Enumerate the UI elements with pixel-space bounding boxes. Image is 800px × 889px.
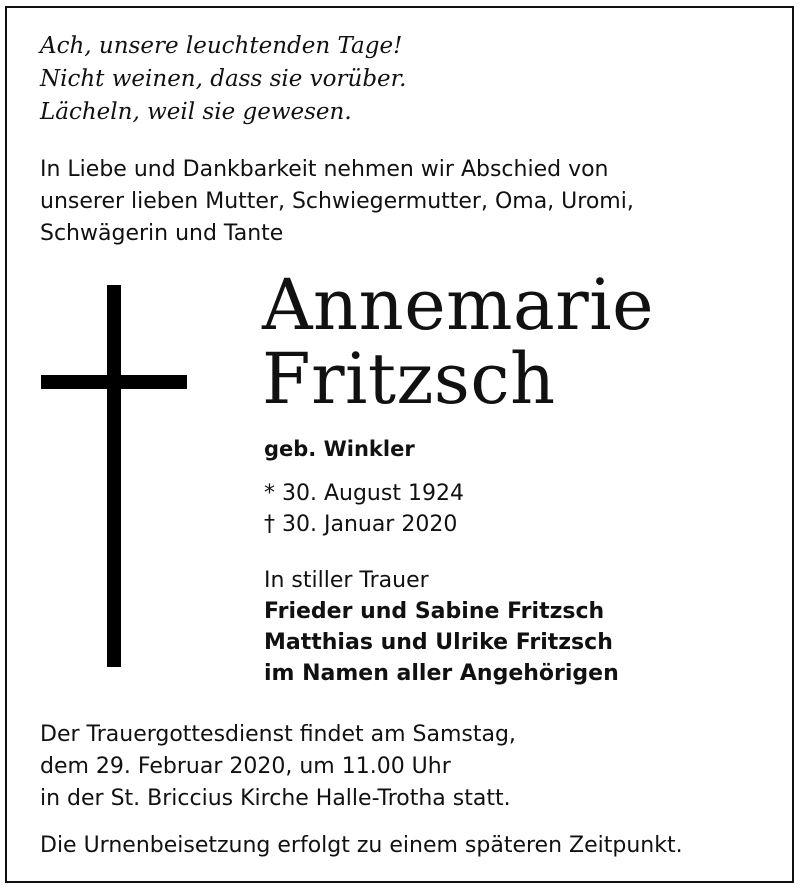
intro-line-2: unserer lieben Mutter, Schwiegermutter, Oma, Uromi, [40, 189, 634, 214]
life-dates [264, 478, 464, 540]
service-line-1: Der Trauergottesdienst findet am Samstag, [40, 722, 516, 747]
intro-line-1: In Liebe und Dankbarkeit nehmen wir Abschied von [40, 157, 609, 182]
deceased-last-name: Fritzsch [262, 338, 556, 420]
birth-name: geb. Winkler [264, 437, 415, 461]
poem-line-1: Ach, unsere leuchtenden Tage! [40, 33, 403, 59]
deceased-name [262, 264, 655, 420]
deceased-first-name: Annemarie [262, 264, 655, 346]
mourner-name: Matthias und Ulrike Fritzsch [264, 630, 613, 655]
mourners-block [264, 565, 619, 689]
poem [40, 30, 406, 129]
intro-line-3: Schwägerin und Tante [40, 221, 284, 246]
mourner-name: im Namen aller Angehörigen [264, 661, 619, 686]
poem-line-3: Lächeln, weil sie gewesen. [40, 99, 352, 125]
intro-text [40, 154, 780, 250]
cross-vertical-bar [107, 285, 121, 667]
poem-line-2: Nicht weinen, dass sie vorüber. [40, 66, 407, 92]
cross-icon [41, 285, 187, 667]
mourners-heading: In stiller Trauer [264, 568, 429, 593]
service-line-2: dem 29. Februar 2020, um 11.00 Uhr [40, 754, 451, 779]
service-info [40, 719, 516, 815]
cross-horizontal-bar [41, 375, 187, 389]
birth-date: * 30. August 1924 [264, 481, 464, 506]
service-line-3: in der St. Briccius Kirche Halle-Trotha statt. [40, 786, 511, 811]
death-date: † 30. Januar 2020 [264, 512, 458, 537]
urn-notice: Die Urnenbeisetzung erfolgt zu einem späteren Zeitpunkt. [40, 833, 683, 858]
mourner-name: Frieder und Sabine Fritzsch [264, 599, 605, 624]
